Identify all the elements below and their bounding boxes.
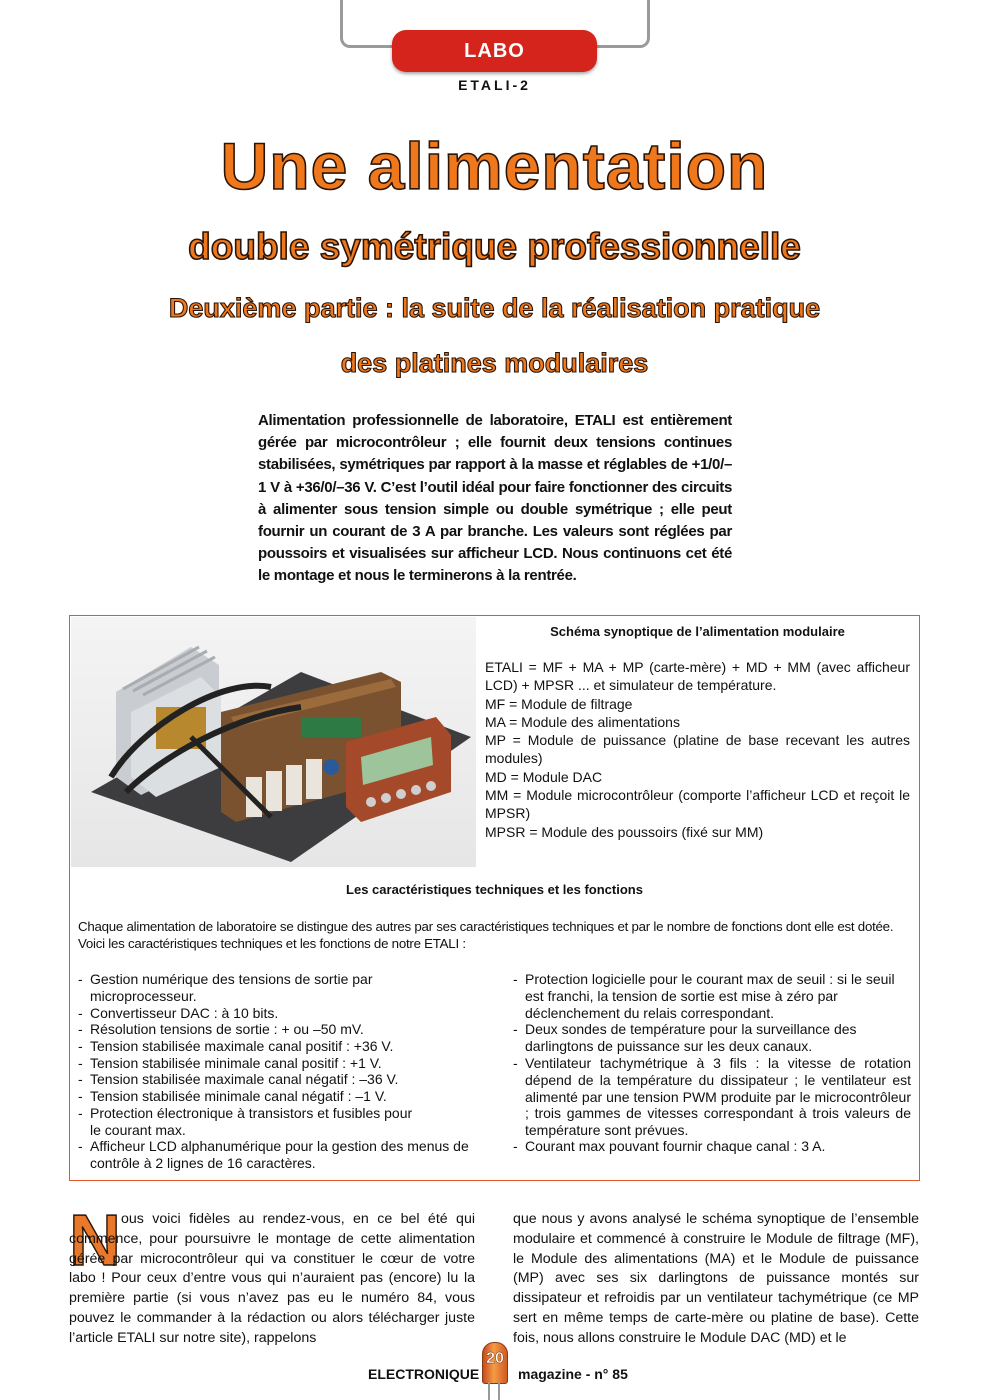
synoptic-line: MPSR = Module des poussoirs (fixé sur MM) <box>485 824 764 840</box>
device-illustration <box>71 617 476 867</box>
title-part: Deuxième partie : la suite de la réalisation pratique <box>168 293 821 323</box>
led-leg <box>498 1382 500 1400</box>
features-heading: Les caractéristiques techniques et les fonctions <box>346 882 643 897</box>
drop-cap: N <box>69 1201 121 1281</box>
synoptic-line: ETALI = MF + MA + MP (carte-mère) + MD + MM (avec afficheur LCD) + MPSR ... et simulateur de température. <box>485 659 910 693</box>
synoptic-heading: Schéma synoptique de l’alimentation modulaire <box>550 624 845 639</box>
synoptic-line: MA = Module des alimentations <box>485 714 680 730</box>
synoptic-line: MP = Module de puissance (platine de base recevant les autres modules) <box>485 732 910 766</box>
section-tab: LABO <box>392 30 597 72</box>
synoptic-line: MD = Module DAC <box>485 769 603 785</box>
synoptic-line: MF = Module de filtrage <box>485 696 633 712</box>
features-intro: Chaque alimentation de laboratoire se distingue des autres par ses caractéristiques techniques et par le nombre de fonctions dont elle est dotée. Voici les caractéristiques techniques et les fonctions de notre ETALI : <box>78 919 894 951</box>
title-sub: double symétrique professionnelle <box>188 226 801 267</box>
intro-paragraph: Alimentation professionnelle de laboratoire, ETALI est entièrement gérée par microcontrôleur ; elle fournit deux tensions continues stabilisées, symétriques par rapport à la masse et réglables de +1/0/–1 V à +36/0/–36 V. C’est l’outil idéal pour faire fonctionner des circuits à alimenter sous tension simple ou double symétrique ; elle peut fournir un courant de 3 A par branche. Les valeurs sont réglées par poussoirs et visualisées sur afficheur LCD. Nous continuons cet été le montage et nous le terminerons à la rentrée. <box>258 412 732 585</box>
device-photo <box>71 617 476 867</box>
footer-issue: magazine - n° 85 <box>518 1366 628 1382</box>
article-kicker: ETALI-2 <box>458 77 531 93</box>
led-leg <box>488 1382 490 1400</box>
footer-magazine-name: ELECTRONIQUE <box>368 1366 480 1382</box>
title-main: Une alimentation <box>220 129 769 203</box>
title-part-2: des platines modulaires <box>340 348 649 378</box>
article-column-left: ous voici fidèles au rendez-vous, en ce bel été qui commence, pour poursuivre le montage de cette alimentation gérée par microcontrôleur qui va constituer le cœur de votre labo ! Pour ceux d’entre vous qui n’auraient pas (encore) lu la première partie (si vous n’avez pas eu le numéro 84, vous pouvez le commander à la rédaction ou alors télécharger juste l’article ETALI sur notre site), rappelons <box>69 1211 475 1346</box>
page-number: 20 <box>486 1350 504 1367</box>
synoptic-line: MM = Module microcontrôleur (comporte l’afficheur LCD et reçoit le MPSR) <box>485 787 910 821</box>
article-column-right: que nous y avons analysé le schéma synoptique de l’ensemble modulaire et commencé à construire le Module de filtrage (MF), le Module des alimentations (MA) et le Module de puissance (MP) avec ses six darlingtons de puissance montés sur dissipateur et refroidis par un ventilateur tachymétrique (ce MP sert en même temps de carte-mère ou platine de base). Cette fois, nous allons construire le Module DAC (MD) et le <box>513 1211 919 1346</box>
